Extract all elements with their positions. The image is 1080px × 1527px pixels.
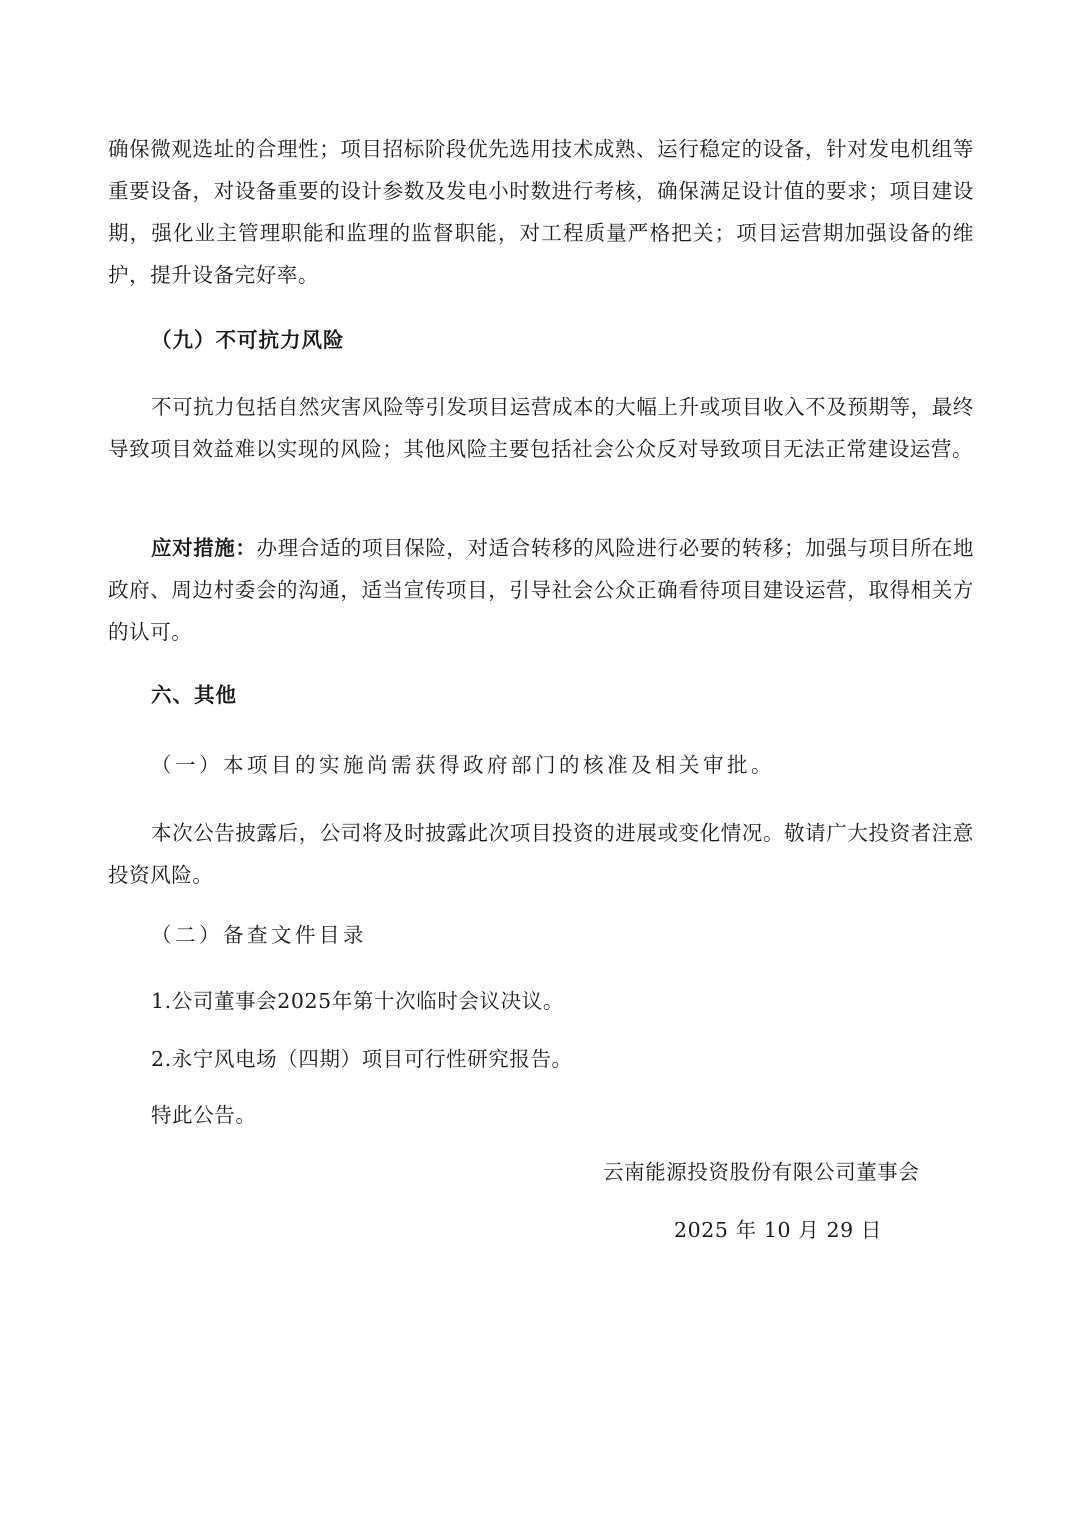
- force-majeure-paragraph: 不可抗力包括自然灾害风险等引发项目运营成本的大幅上升或项目收入不及预期等，最终导致项目效益难以实现的风险；其他风险主要包括社会公众反对导致项目无法正常建设运营。: [108, 395, 974, 461]
- item-two-reference-documents-heading: （二）备查文件目录: [151, 923, 367, 947]
- countermeasures-paragraph: [108, 527, 974, 653]
- closing-statement: 特此公告。: [151, 1103, 257, 1127]
- signatory-board: 云南能源投资股份有限公司董事会: [603, 1160, 920, 1184]
- countermeasures-text: 办理合适的项目保险，对适合转移的风险进行必要的转移；加强与项目所在地政府、周边村委会的沟通，适当宣传项目，引导社会公众正确看待项目建设运营，取得相关方的认可。: [108, 536, 974, 644]
- reference-document-1: 1.公司董事会2025年第十次临时会议决议。: [151, 989, 564, 1013]
- disclosure-paragraph: 本次公告披露后，公司将及时披露此次项目投资的进展或变化情况。敬请广大投资者注意投资风险。: [108, 821, 974, 887]
- risk-measures-continuation-paragraph: 确保微观选址的合理性；项目招标阶段优先选用技术成熟、运行稳定的设备，针对发电机组等重要设备，对设备重要的设计参数及发电小时数进行考核，确保满足设计值的要求；项目建设期，强化业主管理职能和监理的监督职能，对工程质量严格把关；项目运营期加强设备的维护，提升设备完好率。: [108, 137, 974, 287]
- heading-section-six-other: 六、其他: [151, 683, 237, 707]
- heading-force-majeure-risk: （九）不可抗力风险: [151, 328, 345, 352]
- countermeasures-label: 应对措施：: [151, 536, 257, 560]
- announcement-date: 2025 年 10 月 29 日: [674, 1218, 883, 1242]
- reference-document-2: 2.永宁风电场（四期）项目可行性研究报告。: [151, 1047, 573, 1071]
- item-one-approval-note: （一）本项目的实施尚需获得政府部门的核准及相关审批。: [151, 753, 775, 777]
